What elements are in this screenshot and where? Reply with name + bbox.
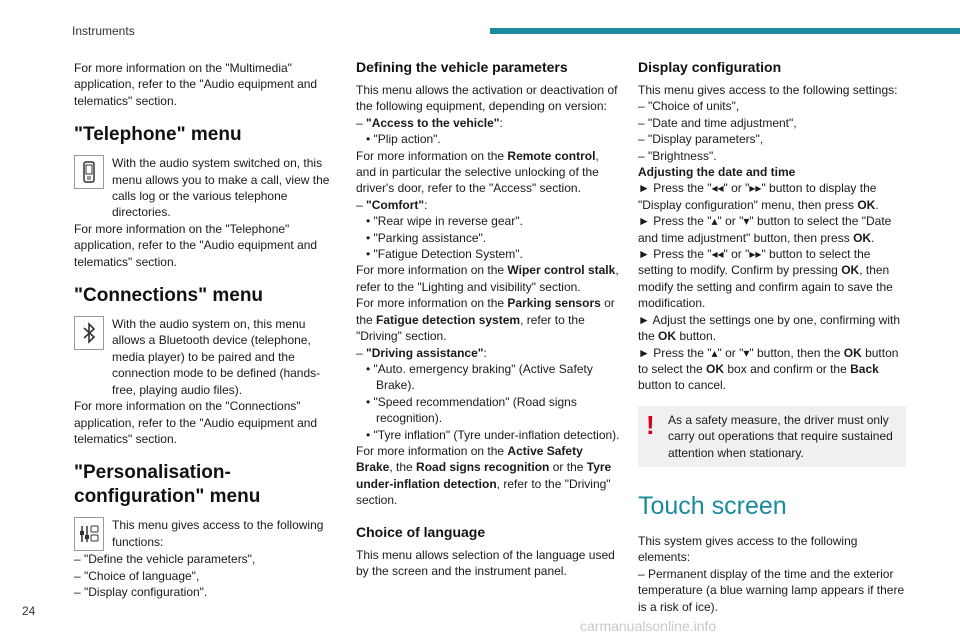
personalisation-text: This menu gives access to the following functions: (112, 518, 324, 549)
watermark: carmanualsonline.info (580, 618, 717, 634)
telephone-icon (74, 155, 104, 189)
driving-item: – "Driving assistance": (356, 345, 487, 360)
step-1: ► Press the "◂◂" or "▸▸" button to display the "Display configuration" menu, then press OK. (638, 181, 879, 212)
column-2 (356, 56, 620, 579)
warning-text: As a safety measure, the driver must only carry out operations that require sustained attention when stationary. (668, 412, 893, 460)
personalisation-block (74, 517, 330, 551)
column-3 (638, 56, 906, 615)
display-item: – "Choice of units", (638, 99, 740, 114)
driving-subitem: • "Speed recommendation" (Road signs recognition). (366, 394, 577, 426)
header-accent-bar (490, 28, 960, 34)
page-number: 24 (22, 604, 36, 618)
language-text: This menu allows selection of the language used by the screen and the instrument panel. (356, 547, 615, 578)
step-5: ► Press the "▴" or "▾" button, then the OK button to select the OK box and confirm or the Back button to cancel. (638, 345, 899, 393)
comfort-label: "Comfort" (366, 197, 425, 212)
warning-icon: ! (646, 409, 655, 440)
adjust-heading: Adjusting the date and time (638, 165, 796, 180)
touch-screen-text: This system gives access to the following elements: (638, 533, 858, 565)
access-label: "Access to the vehicle" (366, 115, 500, 130)
touch-screen-heading: Touch screen (638, 491, 787, 520)
display-item: – "Display parameters", (638, 132, 764, 147)
parking-note: For more information on the Parking sensors or the Fatigue detection system, refer to the "Driving" section. (356, 296, 615, 344)
display-item: – "Brightness". (638, 148, 717, 163)
comfort-subitem: • "Parking assistance". (366, 230, 487, 245)
step-4: ► Adjust the settings one by one, confirming with the OK button. (638, 312, 901, 344)
language-heading: Choice of language (356, 523, 486, 540)
telephone-text: With the audio system switched on, this menu allows you to make a call, view the calls log or the various telephone directories. (112, 156, 330, 220)
connections-note: For more information on the "Connections" application, refer to the "Audio equipment and telematics" section. (74, 399, 318, 446)
connections-block (74, 316, 330, 398)
step-3: ► Press the "◂◂" or "▸▸" button to select the setting to modify. Confirm by pressing OK, then modify the setting and confirm again to save the modification. (638, 247, 893, 311)
display-config-heading: Display configuration (638, 59, 782, 75)
safety-brake-note: For more information on the Active Safety Brake, the Road signs recognition or the Tyre under-inflation detection, refer to the "Driving" section. (356, 443, 612, 508)
display-item: – "Date and time adjustment", (638, 115, 797, 130)
running-header: Instruments (72, 24, 135, 38)
display-config-text: This menu gives access to the following settings: (638, 83, 898, 97)
touch-screen-item: – Permanent display of the time and the exterior temperature (a blue warning lamp appears if there is a risk of ice). (638, 566, 905, 614)
bluetooth-icon (74, 316, 104, 350)
settings-sliders-icon (74, 517, 104, 551)
driving-label: "Driving assistance" (366, 345, 484, 360)
safety-warning-box (638, 406, 906, 467)
multimedia-note: For more information on the "Multimedia" application, refer to the "Audio equipment and telematics" section. (74, 61, 318, 108)
comfort-subitem: • "Rear wipe in reverse gear". (366, 214, 523, 229)
step-2: ► Press the "▴" or "▾" button to select the "Date and time adjustment" button, then press OK. (638, 214, 892, 245)
access-item: – "Access to the vehicle": (356, 115, 503, 130)
vehicle-parameters-heading: Defining the vehicle parameters (356, 59, 568, 75)
driving-subitem: • "Auto. emergency braking" (Active Safety Brake). (366, 361, 593, 393)
comfort-item: – "Comfort": (356, 197, 428, 212)
comfort-subitem: • "Fatigue Detection System". (366, 247, 523, 262)
vehicle-parameters-text: This menu allows the activation or deactivation of the following equipment, depending on version: (356, 83, 618, 114)
telephone-note: For more information on the "Telephone" application, refer to the "Audio equipment and telematics" section. (74, 221, 318, 269)
wiper-note: For more information on the Wiper control stalk, refer to the "Lighting and visibility" section. (356, 263, 619, 294)
telephone-menu-heading: "Telephone" menu (74, 124, 242, 146)
personalisation-item: – "Display configuration". (74, 585, 208, 600)
connections-text: With the audio system on, this menu allows a Bluetooth device (telephone, media player) to be paired and the connection mode to be defined (hands-free, playing audio files). (112, 317, 321, 397)
column-1 (74, 56, 330, 601)
personalisation-menu-heading: "Personalisation-configuration" menu (74, 462, 261, 508)
personalisation-item: – "Define the vehicle parameters", (74, 552, 256, 567)
remote-note: For more information on the Remote control, and in particular the selective unlocking of the driver's door, refer to the "Access" section. (356, 148, 599, 196)
connections-menu-heading: "Connections" menu (74, 285, 264, 307)
driving-subitem: • "Tyre inflation" (Tyre under-inflation detection). (366, 427, 620, 442)
personalisation-item: – "Choice of language", (74, 568, 200, 583)
access-subitem: • "Plip action". (366, 132, 441, 147)
telephone-block (74, 155, 330, 221)
